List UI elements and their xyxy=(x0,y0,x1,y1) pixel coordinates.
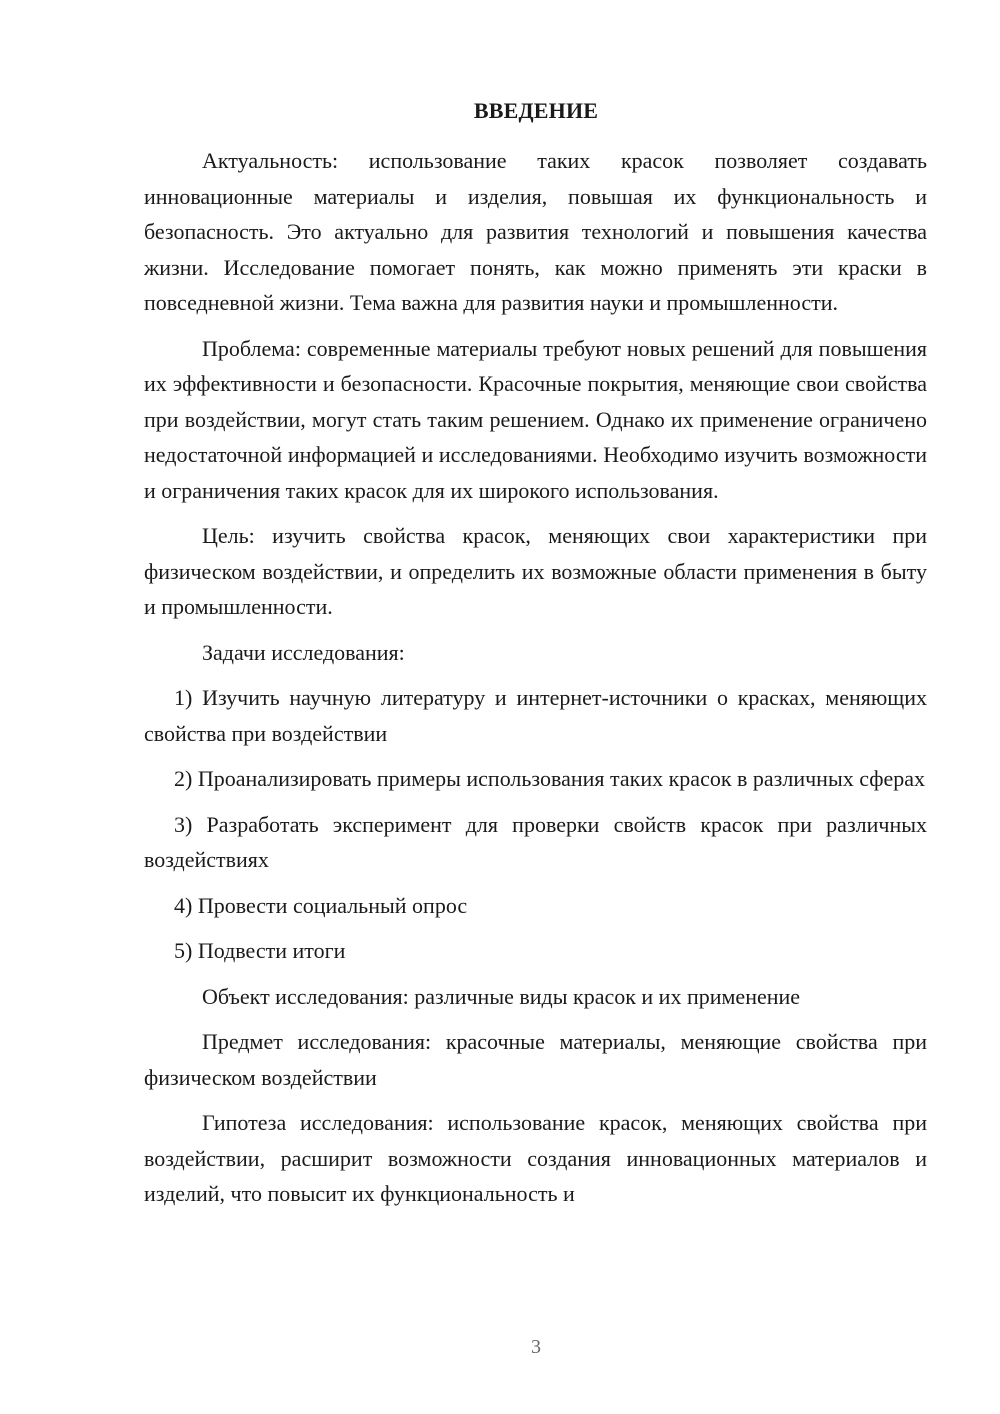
page-number: 3 xyxy=(531,1336,541,1358)
task-item-2: 2) Проанализировать примеры использования таких красок в различных сферах xyxy=(174,766,926,791)
paragraph-problem: Проблема: современные материалы требуют новых решений для повышения их эффективности и безопасности. Красочные покрытия, меняющие свои свойства при воздействии, могут стать таким решением. Однако их применение ограничено недостаточной информацией и исследованиями. Необходимо изучить возможности и ограничения таких красок для их широкого использования. xyxy=(144,335,927,503)
section-title: ВВЕДЕНИЕ xyxy=(473,98,599,123)
paragraph-relevance: Актуальность: использование таких красок позволяет создавать инновационные материалы и изделия, повышая их функциональность и безопасность. Это актуально для развития технологий и повышения качества жизни. Исследование помогает понять, как можно применять эти краски в повседневной жизни. Тема важна для развития науки и промышленности. xyxy=(144,148,927,315)
paragraph-hypothesis: Гипотеза исследования: использование красок, меняющих свойства при воздействии, расширит возможности создания инновационных материалов и изделий, что повысит их функциональность и xyxy=(144,1110,927,1206)
task-item-3: 3) Разработать эксперимент для проверки свойств красок при различных воздействиях xyxy=(144,811,927,872)
paragraph-tasks-heading: Задачи исследования: xyxy=(202,639,405,665)
paragraph-object: Объект исследования: различные виды красок и их применение xyxy=(202,983,801,1009)
task-item-4: 4) Провести социальный опрос xyxy=(174,892,468,918)
task-item-5: 5) Подвести итоги xyxy=(174,938,346,963)
task-item-1: 1) Изучить научную литературу и интернет-источники о красках, меняющих свойства при воздействии xyxy=(144,685,927,746)
body-text xyxy=(144,143,927,1222)
paragraph-subject: Предмет исследования: красочные материалы, меняющие свойства при физическом воздействии xyxy=(144,1029,927,1090)
paragraph-goal: Цель: изучить свойства красок, меняющих свои характеристики при физическом воздействии, и определить их возможные области применения в быту и промышленности. xyxy=(144,523,927,619)
